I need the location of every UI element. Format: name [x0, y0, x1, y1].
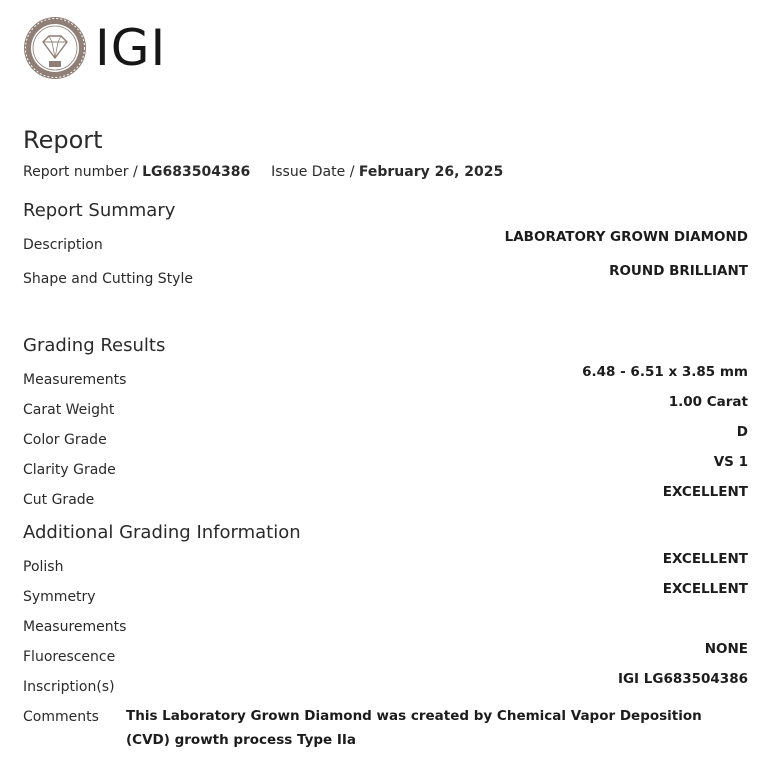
- row-value: NONE: [704, 641, 748, 657]
- row-value: EXCELLENT: [662, 484, 748, 500]
- row-label: Carat Weight: [23, 402, 115, 418]
- row-label: Shape and Cutting Style: [23, 271, 193, 287]
- summary-row: [23, 229, 748, 253]
- report-number-label: Report number /: [23, 164, 138, 180]
- row-value: LABORATORY GROWN DIAMOND: [504, 229, 748, 245]
- grading-row: [23, 364, 748, 388]
- row-label: Polish: [23, 559, 64, 575]
- row-value: 1.00 Carat: [668, 394, 748, 410]
- row-value: D: [736, 424, 748, 440]
- row-label: Cut Grade: [23, 492, 95, 508]
- report-title: Report: [23, 126, 103, 154]
- row-value: EXCELLENT: [662, 551, 748, 567]
- grading-row: [23, 424, 748, 448]
- row-label: Measurements: [23, 619, 127, 635]
- row-label: Inscription(s): [23, 679, 115, 695]
- row-value: IGI LG683504386: [617, 671, 748, 687]
- row-label: Measurements: [23, 372, 127, 388]
- row-label: Symmetry: [23, 589, 96, 605]
- grading-row: [23, 454, 748, 478]
- row-label: Fluorescence: [23, 649, 116, 665]
- additional-row: [23, 615, 748, 635]
- grading-row: [23, 484, 748, 508]
- report-meta: [23, 164, 503, 180]
- row-value: EXCELLENT: [662, 581, 748, 597]
- report-summary-heading: Report Summary: [23, 200, 176, 221]
- igi-seal-icon: [23, 16, 87, 80]
- row-value: ROUND BRILLIANT: [609, 263, 748, 279]
- brand-wordmark: IGI: [95, 19, 167, 77]
- row-label: Color Grade: [23, 432, 107, 448]
- additional-row: [23, 671, 748, 695]
- additional-info-heading: Additional Grading Information: [23, 522, 301, 543]
- grading-results-heading: Grading Results: [23, 335, 166, 356]
- summary-row: [23, 263, 748, 287]
- issue-date-label: Issue Date /: [271, 164, 355, 180]
- row-label: Description: [23, 237, 103, 253]
- additional-row: [23, 551, 748, 575]
- report-number-value: LG683504386: [142, 164, 251, 180]
- additional-row: [23, 581, 748, 605]
- row-value: 6.48 - 6.51 x 3.85 mm: [582, 364, 748, 380]
- row-label: Clarity Grade: [23, 462, 116, 478]
- additional-row: [23, 641, 748, 665]
- row-value: VS 1: [713, 454, 748, 470]
- igi-logo: [23, 16, 166, 80]
- grading-row: [23, 394, 748, 418]
- issue-date-value: February 26, 2025: [358, 164, 504, 180]
- comments-value: This Laboratory Grown Diamond was created by Chemical Vapor Deposition (CVD) growth process Type IIa: [126, 708, 702, 748]
- row-label: Comments: [23, 709, 99, 725]
